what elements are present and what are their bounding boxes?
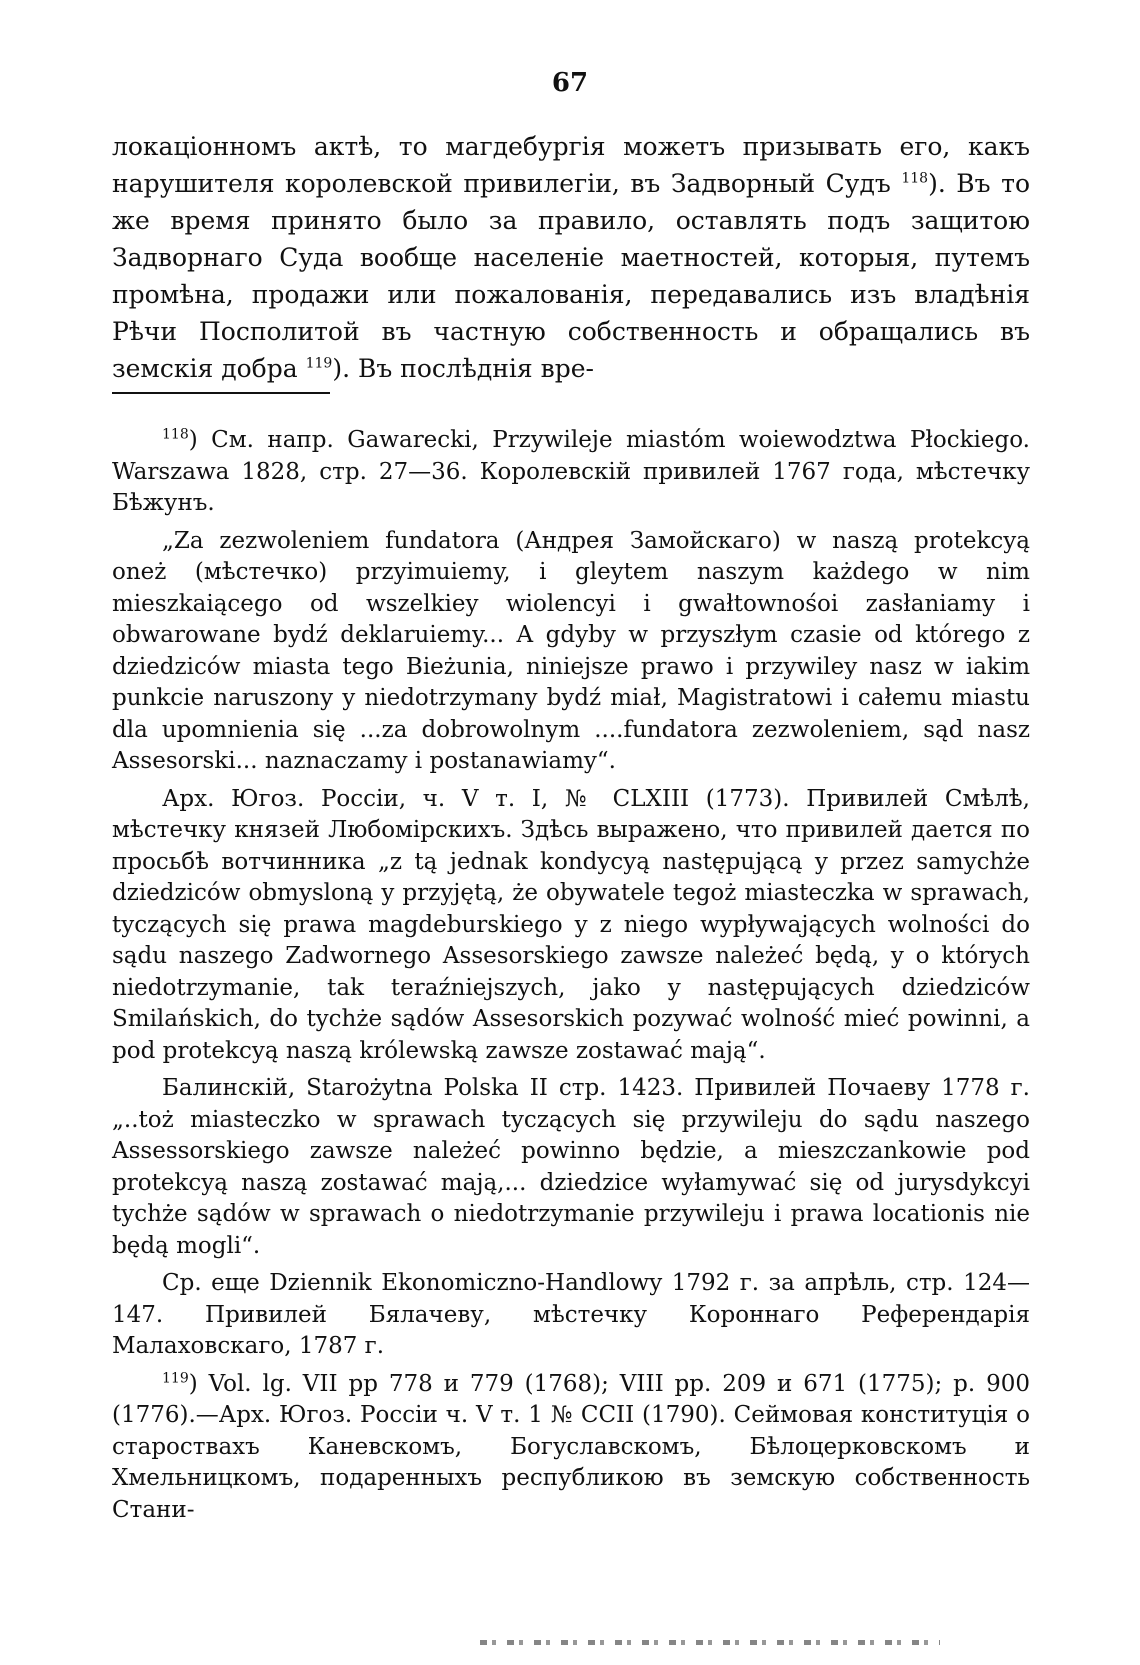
footnote-119-text: ) Vol. lg. VII pp 778 и 779 (1768); VIII pp. 209 и 671 (1775); p. 900 (1776).—Арх. Югоз. Россіи ч. V т. 1 № CCII (1790). Сеймовая конституція о староствахъ Каневскомъ, Богуславскомъ, Бѣлоцерковскомъ и Хмельницкомъ, подаренныхъ республикою въ земскую собственность Стани- (112, 1370, 1030, 1523)
footnote-118-text: ) См. напр. Gawarecki, Przywileje miastóm woiewodztwa Płockiego. Warszawa 1828, стр. 27—36. Королевскій привилей 1767 года, мѣстечку Бѣжунъ. (112, 427, 1030, 516)
footnote-smela-privilege: Арх. Югоз. Россіи, ч. V т. I, № CLXIII (1773). Привилей Смѣлѣ, мѣстечку князей Любомірскихъ. Здѣсь выражено, что привилей дается по просьбѣ вотчинника „z tą jednak kondycyą następującą y przez samychże dziedziców obmysloną y przyjętą, że obywatele tegoż miasteczka w sprawach, tyczących się prawa magdeburskiego y z niego wypływających wolności do sądu naszego Zadwornego Assesorskiego zawsze należeć będą, y o których niedotrzymanie, tak teraźniejszych, jako y następujących dziedziców Smilańskich, do tychże sądów Assesorskich pozywać wolność mieć powinni, a pod protekcyą naszą królewską zawsze zostawać mają“. (112, 785, 1030, 1064)
main-text-part-3: ). Въ послѣднія вре- (332, 354, 594, 383)
footnote-divider (112, 392, 330, 394)
footnote-pochaev-privilege: Балинскій, Starożytna Polska II стр. 1423. Привилей Почаеву 1778 г. „..toż miasteczko w sprawach tyczących się przywileju do sądu naszego Assessorskiego zawsze należeć powinno będzie, a mieszczankowie pod protekcyą naszą zostawać mają,... dziedzice wyłamywać się od jurysdykcyi tychże sądów w sprawach o niedotrzymanie przywileju i prawa locationis nie będą mogli“. (112, 1075, 1030, 1259)
main-text-part-2: ). Въ то же время принято было за правило, оставлять подъ защитою Задворнаго Суда вообще населеніе маетностей, которыя, путемъ промѣна, продажи или пожалованія, передавались изъ владѣнія Рѣчи Посполитой въ частную собственность и обращались въ земскія добра (112, 169, 1030, 383)
footnote-119 (112, 1369, 1030, 1527)
footnotes-section (112, 425, 1030, 1526)
footnote-ref-118: 118 (901, 170, 929, 187)
footnote-quote-bezhun: „Za zezwoleniem fundatora (Андрея Замойскаго) w naszą protekcyą oneż (мѣстечко) przyimuiemy, i gleytem naszym każdego w nim mieszkaiącego od wszelkiey wiolencyi i gwałtownośoi zasłaniamy i obwarowane bydź deklaruiemy... A gdyby w przyszłym czasie od którego z dziedziców miasta tego Bieżunia, niniejsze prawo i przywiley nasz w iakim punkcie naruszony y niedotrzymany bydź miał, Magistratowi i całemu miastu dla upomnienia się ...za dobrowolnym ....fundatora zezwoleniem, sąd nasz Assesorski... naznaczamy i postanawiamy“. (112, 527, 1030, 774)
main-text-part-1: локаціонномъ актѣ, то магдебургія можетъ призывать его, какъ нарушителя королевской привилегіи, въ Задворный Судъ (112, 132, 1030, 198)
footnote-bialachev-privilege: Ср. еще Dziennik Ekonomiczno-Handlowy 1792 г. за апрѣль, стр. 124—147. Привилей Бялачеву, мѣстечку Короннаго Референдарія Малаховскаго, 1787 г. (112, 1270, 1030, 1359)
footnote-marker-118: 118 (162, 426, 189, 443)
scan-artifact (480, 1640, 940, 1645)
page-number: 67 (551, 68, 589, 98)
footnote-marker-119: 119 (162, 1369, 189, 1386)
footnote-ref-119: 119 (305, 355, 333, 372)
footnote-118 (112, 425, 1030, 520)
main-paragraph (112, 128, 1030, 387)
